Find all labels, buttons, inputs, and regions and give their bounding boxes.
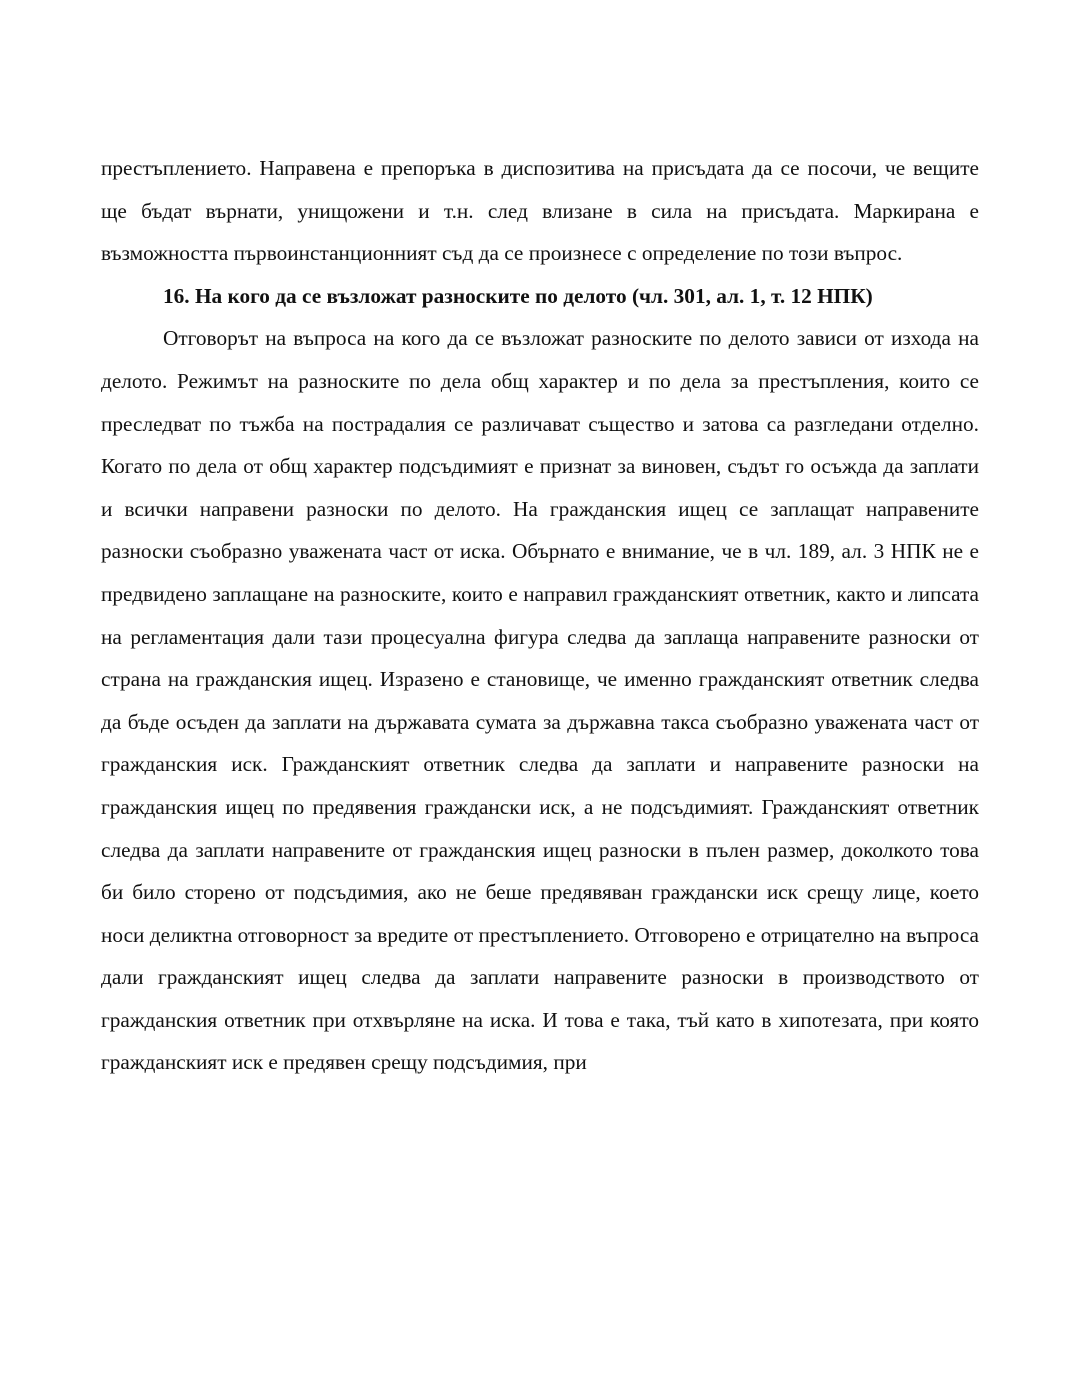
paragraph-continuation: престъплението. Направена е препоръка в диспозитива на присъдата да се посочи, че вещите ще бъдат върнати, унищожени и т.н. след влизане в сила на присъдата. Маркирана е възможността първоинстанционният съд да се произнесе с определение по този въпрос.	[101, 156, 979, 266]
section-body-paragraph: Отговорът на въпроса на кого да се възложат разноските по делото зависи от изхода на делото. Режимът на разноските по дела общ характер и по дела за престъпления, които се преследват по тъжба на пострадалия се различават същество и затова са разгледани отделно. Когато по дела от общ характер подсъдимият е признат за виновен, съдът го осъжда да заплати и всички направени разноски по делото. На гражданския ищец се заплащат направените разноски съобразно уважената част от иска. Обърнато е внимание, че в чл. 189, ал. 3 НПК не е предвидено заплащане на разноските, които е направил гражданският ответник, както и липсата на регламентация дали тази процесуална фигура следва да заплаща направените разноски от страна на гражданския ищец. Изразено е становище, че именно гражданският ответник следва да бъде осъден да заплати на държавата сумата за държавна такса съобразно уважената част от гражданския иск. Гражданският ответник следва да заплати и направените разноски на гражданския ищец по предявения граждански иск, а не подсъдимият. Гражданският ответник следва да заплати направените от гражданския ищец разноски в пълен размер, доколкото това би било сторено от подсъдимия, ако не беше предявяван граждански иск срещу лице, което носи деликтна отговорност за вредите от престъплението. Отговорено е отрицателно на въпроса дали гражданският ищец следва да заплати направените разноски в производството от гражданския ответник при отхвърляне на иска. И това е така, тъй като в хипотезата, при която гражданският иск е предявен срещу подсъдимия, при	[101, 326, 979, 1075]
section-heading: 16. На кого да се възложат разноските по делото (чл. 301, ал. 1, т. 12 НПК)	[163, 283, 873, 308]
document-page	[101, 147, 979, 1084]
